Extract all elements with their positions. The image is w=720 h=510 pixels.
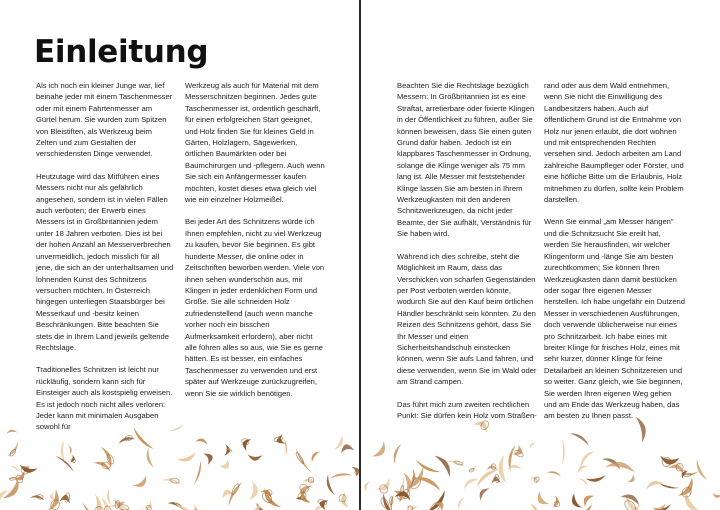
wood-shaving [658, 483, 679, 491]
wood-shaving [117, 434, 135, 444]
wood-shaving [284, 438, 288, 456]
wood-shaving [239, 436, 251, 451]
wood-shaving [309, 449, 320, 462]
wood-shaving [378, 493, 397, 510]
wood-shaving [68, 444, 72, 454]
wood-shaving [70, 455, 77, 464]
wood-shaving [303, 476, 316, 483]
paragraph: rand oder aus dem Wald entnehmen, wenn Sie nicht die Einwilligung des Landbesitzers haben. Auch auf öffentlichem Grund ist die Entnahme von Holz nur jenen erlaubt, die dort wohnen und mit entsprechenden Rechten versehen sind. Jedoch arbeiten am Land zahlreiche Baumpfleger oder Förster, und eine höfliche Bitte um die Erlaubnis, Holz mitnehmen zu dürfen, sollte kein Problem darstellen. [544, 81, 684, 205]
wood-shaving [161, 475, 182, 485]
wood-shavings-image [0, 385, 359, 510]
wood-shaving [249, 481, 260, 501]
wood-shaving [580, 492, 594, 507]
wood-shaving [219, 459, 232, 472]
paragraph: Während ich dies schreibe, steht die Möglichkeit im Raum, dass das Verschicken von scharfen Gegenständen per Post verboten werden könnte, wodurch Sie auf den Kauf beim örtlichen Händler beschränkt sein könnten. Zu den Reizen des Schnitzens gehört, dass Sie Ihr Messer und einen Sicherheitshandschuh einstecken können, wenn Sie aufs Land fahren, und diese verwenden, wenn Sie im Wald oder am Strand campen. [397, 251, 537, 387]
wood-shaving [473, 416, 492, 433]
chapter-heading: Einleitung [34, 34, 209, 70]
wood-shaving [6, 429, 17, 434]
left-page [0, 0, 359, 510]
wood-shaving [130, 427, 153, 452]
wood-shaving [293, 448, 312, 475]
wood-shaving [324, 475, 334, 496]
wood-shaving [338, 492, 349, 510]
wood-shaving [391, 443, 401, 464]
paragraph: Als ich noch ein kleiner Junge war, lief beinahe jeder mit einem Taschenmesser oder mit einem Fahrtenmesser am Gürtel herum. Sie wurden zum Spitzen von Bleistiften, als Werkzeug beim Zelten und zum Gestalten der verschiedensten Dinge verwendet. [36, 81, 173, 159]
wood-shaving [570, 430, 591, 446]
wood-shaving [296, 489, 311, 507]
wood-shaving [329, 472, 352, 479]
wood-shaving [177, 452, 198, 464]
wood-shaving [530, 473, 541, 484]
wood-shaving [11, 464, 20, 471]
wood-shaving [534, 491, 550, 508]
paragraph: Wenn Sie einmal „am Messer hängen" und die Schnitzsucht Sie ereilt hat, werden Sie herausfinden, wir welcher Klingenform und -länge Sie am besten zurechtkommen; Sie können Ihren Werkzeugkasten dann damit bestücken oder sogar Ihre eigenen Messer herstellen. Ich habe ungefähr ein Dutzend Messer in verschiedenen Ausführungen, doch verwende üblicherweise nur eines pro Schnitzarbeit. Ich habe eines mit breiter Klinge für frisches Holz, eines mit sehr kurzer, dünner Klinge für feine Detailarbeit an kleinen Schnitzereien und so weiter. Ganz gleich, wie Sie beginnen, Sie werden Ihren eigenen Weg gehen und am Ende das Werkzeug haben, das am besten zu Ihnen passt. [544, 217, 686, 421]
wood-shaving [7, 442, 21, 458]
wood-shaving [577, 448, 595, 468]
left-column-2 [185, 80, 325, 410]
wood-shaving [376, 478, 395, 496]
wood-shaving [712, 493, 720, 498]
wood-shaving [414, 460, 441, 476]
wood-shaving [693, 459, 707, 482]
wood-shaving [553, 496, 561, 509]
right-page [361, 0, 720, 510]
wood-shaving [569, 493, 582, 510]
wood-shaving [528, 441, 535, 449]
wood-shaving [144, 501, 155, 510]
paragraph: Bei jeder Art des Schnitzens würde ich Ihnen empfehlen, nicht zu viel Werkzeug zu kaufen, bevor Sie beginnen. Es gibt hunderte Messer, die online oder in Zeitschriften beworben werden. Viele von ihnen sehen wunderschön aus, mit Klingen in jeder erdenklichen Form und Größe. Sie alle schneiden Holz zufriedenstellend (auch wenn manche vorher noch ein bisschen Aufmerksamkeit erfordern), aber nicht alle führen alles so aus, wie Sie es gerne hätten. Es ist besser, ein einfaches Taschenmesser zu verwenden und erst später auf Werkzeuge zurückzugreifen, wenn Sie sie wirklich benötigen. [185, 217, 325, 398]
wood-shaving [467, 464, 478, 473]
wood-shaving [81, 502, 97, 510]
wood-shaving [195, 437, 208, 445]
wood-shaving [635, 415, 648, 442]
wood-shaving [59, 491, 71, 503]
paragraph: Werkzeug als auch für Material mit dem Messerschnitzen beginnen. Jedes gute Taschenmesser ist, ordentlich geschärft, für einen erfolgreichen Start geeignet, und Holz finden Sie für kleines Geld in Gärten, Holzlagern, Sägewerken, örtlichen Baumärkten oder bei Baumchirurgen und -pflegern. Auch wenn Sie sich ein Anfängermesser kaufen möchten, kostet dieses etwa gleich viel wie ein einzelner Holzmeißel. [185, 81, 325, 205]
wood-shaving [194, 461, 204, 486]
wood-shaving [426, 490, 451, 510]
wood-shaving [30, 493, 45, 501]
wood-shaving [627, 474, 637, 484]
wood-shavings-image [361, 385, 720, 510]
wood-shaving [273, 434, 286, 447]
wood-shaving [546, 470, 561, 476]
paragraph: Traditionelles Schnitzen ist leicht nur rückläufig, sondern kann sich für Einsteiger auch als kostspielig erweisen. Es ist jedoch noch nicht alles verloren: Jeder kann mit minimalen Ausgaben sowohl für [36, 365, 173, 432]
right-column-2 [544, 80, 686, 433]
wood-shaving [586, 475, 607, 483]
wood-shaving [476, 485, 489, 500]
paragraph: Das führt mich zum zweiten rechtlichen Punkt: Sie dürfen kein Holz vom Straßen- [397, 399, 537, 420]
wood-shaving [144, 448, 153, 469]
paragraph: Beachten Sie die Rechtslage bezüglich Messern: In Großbritannien ist es eine Straftat, arretierbare oder fixierte Klingen in der Öffentlichkeit zu führen, außer Sie können beweisen, dass Sie einen guten Grund dafür haben. Jedoch ist ein klappbares Taschenmesser in Ordnung, solange die Klinge weniger als 75 mm lang ist. Alle Messer mit feststehender Klinge lassen Sie am besten in Ihrem Werkzeugkasten mit den anderen Schnitzwerkzeugen, da nicht jeder Beamte, der Sie aufhält, Verständnis für Sie haben wird. [397, 81, 535, 239]
wood-shaving [101, 496, 113, 510]
wood-shaving [18, 465, 37, 477]
wood-shaving [203, 451, 214, 465]
wood-shaving [192, 504, 199, 510]
wood-shaving [578, 476, 590, 487]
wood-shaving [461, 475, 478, 489]
wood-shaving [133, 476, 150, 491]
wood-shaving [389, 494, 394, 510]
wood-shaving [406, 505, 417, 510]
wood-shaving [434, 452, 455, 478]
paragraph: Heutzutage wird das Mitführen eines Messers nicht nur als gefährlich angesehen, sondern ist in vielen Fällen auch verboten; der Erwerb eines Messers ist in Großbritannien jedem unter 18 Jahren verboten. Dies ist bei der hohen Anzahl an Messerverbrechen unvermeidlich, jedoch misslich für all jene, die sich an der unterhaltsamen und lohnenden Kunst des Schnitzens versuchen möchten. In Österreich hingegen unterliegen Staatsbürger bei Messerkauf und -besitz keinen Beschränkungen. Bitte beachten Sie stets die in Ihrem Land jeweils geltende Rechtslage. [36, 171, 174, 352]
wood-shaving [567, 504, 595, 510]
wood-shaving [487, 464, 498, 470]
wood-shaving [491, 474, 501, 484]
wood-shaving [351, 464, 359, 477]
wood-shaving [512, 445, 526, 460]
wood-shaving [56, 454, 76, 472]
wood-shaving [363, 481, 370, 492]
wood-shaving [3, 478, 24, 503]
wood-shaving [562, 439, 565, 466]
wood-shaving [168, 424, 185, 433]
wood-shaving [456, 496, 465, 509]
right-column-1 [397, 80, 537, 432]
wood-shaving [247, 454, 262, 461]
wood-shaving [372, 441, 389, 460]
